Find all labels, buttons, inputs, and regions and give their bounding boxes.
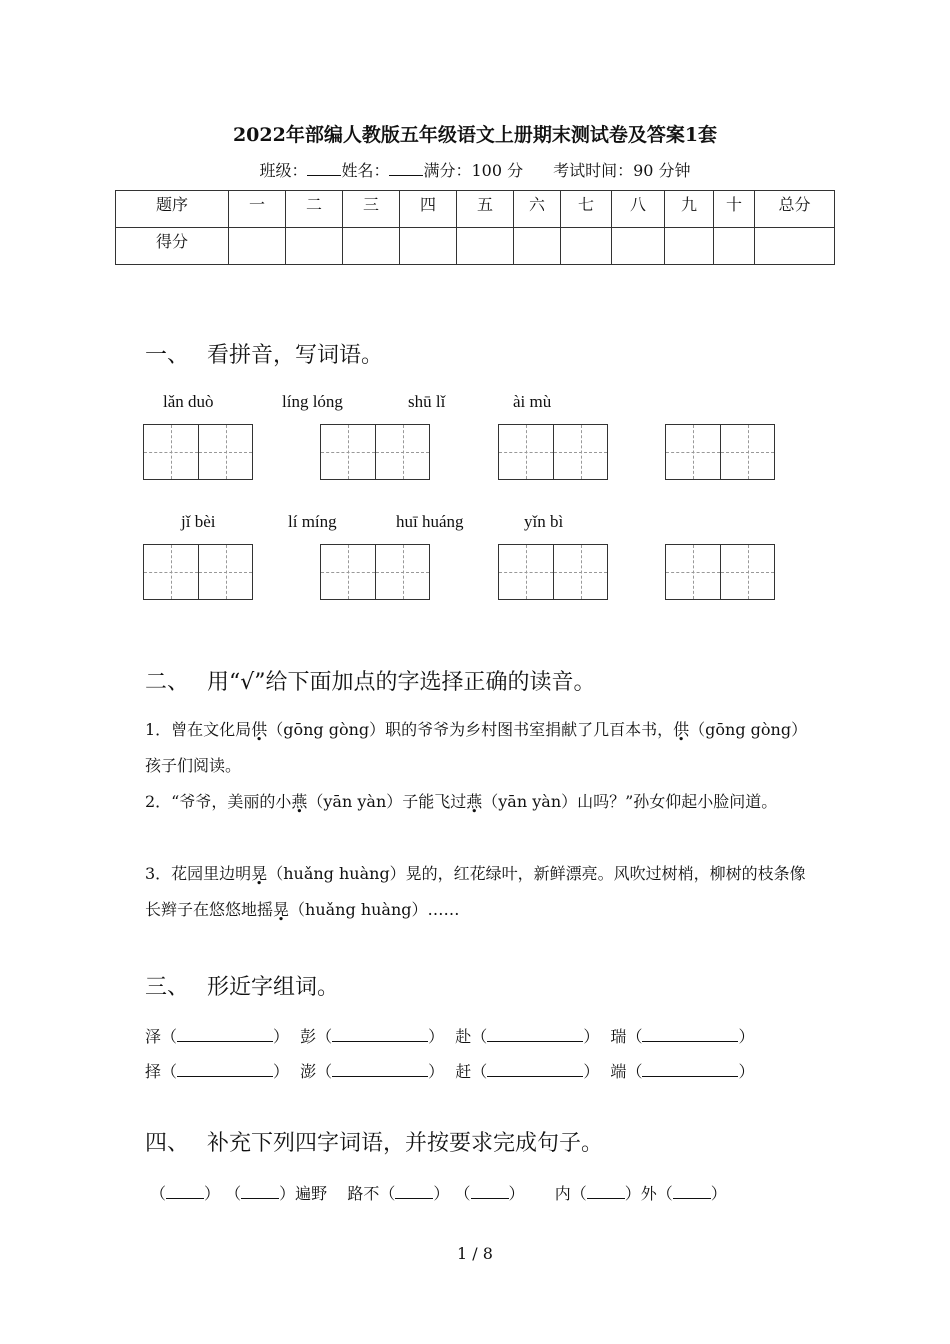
dotted-char: 供 bbox=[251, 720, 268, 739]
score-cell[interactable] bbox=[714, 228, 755, 265]
grid-cell[interactable] bbox=[144, 425, 198, 479]
answer-blank[interactable] bbox=[177, 1062, 273, 1077]
score-cell[interactable] bbox=[229, 228, 286, 265]
idiom-part: 路不 bbox=[347, 1184, 380, 1203]
answer-blank[interactable] bbox=[166, 1184, 204, 1199]
grid-cell[interactable] bbox=[198, 545, 252, 599]
page-title: 2022年部编人教版五年级语文上册期末测试卷及答案1套 bbox=[232, 124, 718, 146]
dotted-char: 燕 bbox=[466, 792, 483, 811]
score-cell[interactable] bbox=[514, 228, 561, 265]
writing-grid[interactable] bbox=[498, 544, 608, 600]
section-number: 四、 bbox=[145, 1131, 190, 1156]
col-header: 七 bbox=[561, 191, 612, 228]
char-item: 赴（ ） bbox=[455, 1027, 600, 1046]
char-item: 澎（ ） bbox=[300, 1062, 445, 1081]
question-1 bbox=[145, 712, 815, 784]
dotted-char: 晃 bbox=[251, 864, 268, 883]
question-text: （huǎng huàng）晃的，红花绿叶，新鲜漂亮。风吹过树梢，柳树的枝条像长辫子在悠悠地摇 bbox=[145, 864, 806, 919]
class-blank[interactable] bbox=[307, 161, 341, 176]
answer-blank[interactable] bbox=[241, 1184, 279, 1199]
table-row bbox=[116, 191, 835, 228]
pinyin-label: yǐn bì bbox=[524, 512, 564, 531]
answer-blank[interactable] bbox=[471, 1184, 509, 1199]
score-table bbox=[115, 190, 835, 265]
class-label: 班级： bbox=[259, 161, 308, 180]
section-title: 补充下列四字词语，并按要求完成句子。 bbox=[207, 1131, 604, 1156]
score-cell[interactable] bbox=[400, 228, 457, 265]
grid-cell[interactable] bbox=[499, 425, 553, 479]
grid-cell[interactable] bbox=[553, 425, 607, 479]
word-group-row bbox=[145, 1059, 760, 1082]
grid-cell[interactable] bbox=[321, 425, 375, 479]
grid-cell[interactable] bbox=[666, 545, 720, 599]
col-header: 六 bbox=[514, 191, 561, 228]
question-text: 2．“爷爷，美丽的小 bbox=[145, 792, 292, 811]
pinyin-label: shū lǐ bbox=[408, 392, 446, 411]
grid-cell[interactable] bbox=[553, 545, 607, 599]
writing-grid[interactable] bbox=[320, 424, 430, 480]
char-item: 赶（ ） bbox=[455, 1062, 600, 1081]
answer-blank[interactable] bbox=[642, 1027, 738, 1042]
idiom-part: 内 bbox=[554, 1184, 571, 1203]
score-cell[interactable] bbox=[561, 228, 612, 265]
pinyin-label: líng lóng bbox=[282, 392, 343, 411]
col-header: 四 bbox=[400, 191, 457, 228]
char-item: 择（ ） bbox=[145, 1062, 290, 1081]
exam-time: 考试时间：90 分钟 bbox=[553, 161, 691, 180]
section-title: 看拼音，写词语。 bbox=[207, 343, 384, 368]
grid-cell[interactable] bbox=[321, 545, 375, 599]
pinyin-label: ài mù bbox=[513, 392, 552, 411]
section-number: 三、 bbox=[145, 975, 190, 1000]
grid-cell[interactable] bbox=[375, 425, 429, 479]
question-text: （yān yàn）山吗？”孙女仰起小脸问道。 bbox=[482, 792, 778, 811]
section4-heading bbox=[145, 1126, 603, 1157]
answer-blank[interactable] bbox=[642, 1062, 738, 1077]
col-header: 一 bbox=[229, 191, 286, 228]
grid-cell[interactable] bbox=[720, 545, 774, 599]
writing-grid[interactable] bbox=[665, 544, 775, 600]
section3-heading bbox=[145, 970, 339, 1001]
name-blank[interactable] bbox=[389, 161, 423, 176]
section-title: 用“√”给下面加点的字选择正确的读音。 bbox=[207, 670, 596, 695]
grid-cell[interactable] bbox=[375, 545, 429, 599]
grid-cell[interactable] bbox=[720, 425, 774, 479]
idiom-part: 外 bbox=[640, 1184, 657, 1203]
answer-blank[interactable] bbox=[487, 1062, 583, 1077]
col-header: 五 bbox=[457, 191, 514, 228]
score-cell[interactable] bbox=[665, 228, 714, 265]
answer-blank[interactable] bbox=[587, 1184, 625, 1199]
section2-heading bbox=[145, 665, 596, 696]
char-item: 泽（ ） bbox=[145, 1027, 290, 1046]
dotted-char: 晃 bbox=[273, 900, 290, 919]
exam-info bbox=[0, 158, 950, 181]
col-header: 二 bbox=[286, 191, 343, 228]
score-cell[interactable] bbox=[343, 228, 400, 265]
answer-blank[interactable] bbox=[395, 1184, 433, 1199]
question-3 bbox=[145, 856, 815, 928]
grid-cell[interactable] bbox=[666, 425, 720, 479]
answer-blank[interactable] bbox=[332, 1062, 428, 1077]
char-item: 彭（ ） bbox=[300, 1027, 445, 1046]
answer-blank[interactable] bbox=[487, 1027, 583, 1042]
section-title: 形近字组词。 bbox=[207, 975, 340, 1000]
grid-cell[interactable] bbox=[144, 545, 198, 599]
question-2 bbox=[145, 784, 815, 820]
writing-grid[interactable] bbox=[320, 544, 430, 600]
question-text: （yān yàn）子能飞过 bbox=[307, 792, 467, 811]
col-header: 八 bbox=[612, 191, 665, 228]
section-number: 一、 bbox=[145, 343, 190, 368]
full-score: 满分：100 分 bbox=[423, 161, 524, 180]
question-text: 1．曾在文化局 bbox=[145, 720, 252, 739]
name-label: 姓名： bbox=[341, 161, 390, 180]
pinyin-label: lí míng bbox=[288, 512, 337, 531]
dotted-char: 燕 bbox=[291, 792, 308, 811]
writing-grid[interactable] bbox=[498, 424, 608, 480]
grid-cell[interactable] bbox=[499, 545, 553, 599]
row-label-score: 得分 bbox=[116, 228, 229, 265]
row-label-order: 题序 bbox=[116, 191, 229, 228]
question-text: 3．花园里边明 bbox=[145, 864, 252, 883]
writing-grid[interactable] bbox=[143, 544, 253, 600]
dotted-char: 供 bbox=[673, 720, 690, 739]
question-text: （huǎng huàng）…… bbox=[289, 900, 460, 919]
char-item: 端（ ） bbox=[610, 1062, 755, 1081]
section-number: 二、 bbox=[145, 670, 190, 695]
writing-grid[interactable] bbox=[665, 424, 775, 480]
score-cell[interactable] bbox=[612, 228, 665, 265]
col-header: 十 bbox=[714, 191, 755, 228]
pinyin-label: lǎn duò bbox=[163, 392, 214, 411]
page-number: 1 / 8 bbox=[457, 1244, 493, 1263]
pinyin-label: jǐ bèi bbox=[181, 512, 216, 531]
char-item: 瑞（ ） bbox=[610, 1027, 755, 1046]
col-header: 三 bbox=[343, 191, 400, 228]
pinyin-label: huī huáng bbox=[396, 512, 464, 531]
question-text: （gōng gòng）孩子们阅读。 bbox=[145, 720, 808, 775]
score-cell[interactable] bbox=[286, 228, 343, 265]
col-header: 总分 bbox=[755, 191, 835, 228]
word-group-row bbox=[145, 1024, 760, 1047]
answer-blank[interactable] bbox=[332, 1027, 428, 1042]
section1-heading bbox=[145, 338, 383, 369]
table-row bbox=[116, 228, 835, 265]
col-header: 九 bbox=[665, 191, 714, 228]
answer-blank[interactable] bbox=[673, 1184, 711, 1199]
score-cell[interactable] bbox=[755, 228, 835, 265]
idiom-part: 遍野 bbox=[295, 1184, 328, 1203]
score-cell[interactable] bbox=[457, 228, 514, 265]
writing-grid[interactable] bbox=[143, 424, 253, 480]
idiom-row: （ ） （ ）遍野 路不（ ） （ ） 内（ ）外（ ） bbox=[150, 1184, 727, 1203]
question-text: （gōng gòng）职的爷爷为乡村图书室捐献了几百本书， bbox=[267, 720, 674, 739]
grid-cell[interactable] bbox=[198, 425, 252, 479]
answer-blank[interactable] bbox=[177, 1027, 273, 1042]
